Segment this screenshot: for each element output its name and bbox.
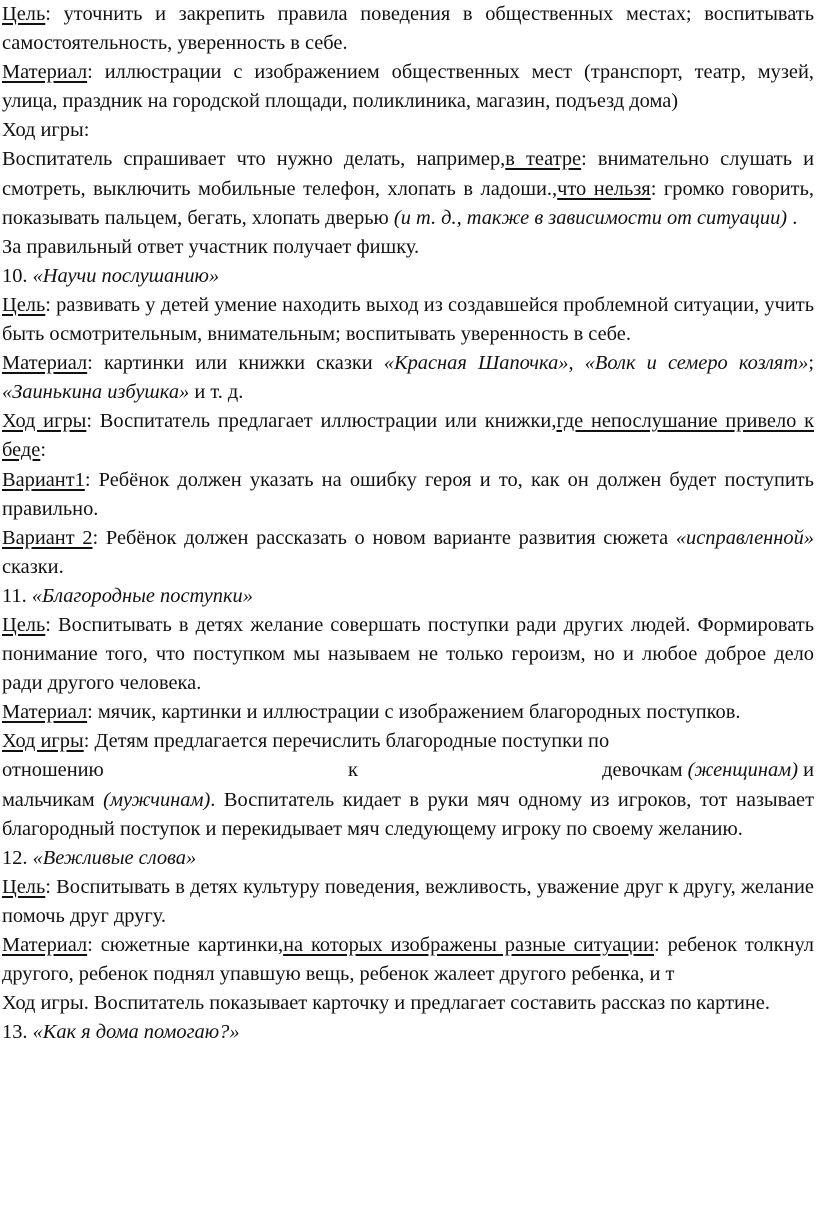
procedure-paragraph-12: Ход игры. Воспитатель показывает карточку и предлагает составить рассказ по картине. [2,992,770,1015]
game-title: «Благородные поступки» [31,584,253,607]
variant-text: : Ребёнок должен рассказать о новом варианте развития сюжета [92,526,676,549]
fairy-tale-title: «Заинькина избушка» [2,381,190,404]
procedure-underlined: где непослушание привело к беде [2,410,814,462]
procedure-word-group [602,756,814,785]
procedure-paragraph-1 [2,145,814,232]
game-number: 12. [2,846,33,869]
goal-paragraph-11 [2,611,814,698]
procedure-underlined: что нельзя [557,177,651,200]
procedure-text: : Детям предлагается перечислить благородные поступки по [83,730,610,753]
material-text: , [568,352,585,375]
procedure-text: . Воспитатель кидает в руки мяч одному из игроков, тот называет благородный поступок и перекидывает мяч следующему игроку по своему желанию. [2,788,814,840]
procedure-text: мальчикам [2,788,104,811]
material-label: Материал [2,352,88,375]
procedure-text: : внимательно слушать и смотреть, выключить мобильные телефон, хлопать в ладоши., [2,148,814,200]
procedure-text: : громко говорить, показывать пальцем, бегать, хлопать дверью [2,177,814,229]
material-paragraph-11 [2,698,814,727]
game-13-heading [2,1018,814,1047]
material-label: Материал [2,701,88,724]
goal-label: Цель [2,613,46,636]
variant-text: сказки. [2,555,64,578]
fairy-tale-title: «Волк и семеро козлят» [584,352,809,375]
material-text: : ребенок толкнул другого, ребенок поднял упавшую вещь, ребенок жалеет другого ребенка, и т [2,934,814,986]
procedure-line [2,786,814,844]
material-label: Материал [2,61,88,84]
procedure-paragraph-11 [2,727,814,843]
goal-label: Цель [2,3,46,25]
goal-paragraph-12 [2,873,814,931]
procedure-word: и [797,759,814,782]
procedure-paragraph-10 [2,407,814,465]
material-paragraph-12 [2,931,814,989]
goal-label: Цель [2,875,46,898]
material-text: и т. д. [189,381,244,404]
procedure-italic: (и т. д., также в зависимости от ситуации) [393,206,788,229]
procedure-text: Воспитатель спрашивает что нужно делать, например, [2,148,506,171]
goal-text: : развивать у детей умение находить выход из создавшейся проблемной ситуации, учить быть осмотрительным, внимательным; воспитывать уверенность в себе. [2,293,814,346]
material-text: ; [808,352,814,375]
procedure-underlined: в театре [505,148,582,171]
material-paragraph-10 [2,349,814,407]
game-procedure-heading: Ход игры: [2,119,90,142]
goal-text: : Воспитывать в детях желание совершать поступки ради других людей. Формировать понимание того, что поступком мы называем не только героизм, но и любое доброе дело ради другого человека. [2,613,814,695]
game-12-heading [2,844,814,873]
procedure-word: отношению [2,759,104,782]
fairy-tale-title: «Красная Шапочка» [383,352,569,375]
reward-paragraph: За правильный ответ участник получает фишку. [2,235,420,258]
material-paragraph-1 [2,58,814,116]
game-number: 10. [2,264,33,287]
goal-paragraph-1 [2,0,814,58]
game-number: 11. [2,584,32,607]
material-underlined: на которых изображены разные ситуации [283,934,654,956]
game-11-heading [2,582,814,611]
variant-1-paragraph [2,466,814,524]
procedure-text: : [40,439,46,462]
material-text: : иллюстрации с изображением общественных мест (транспорт, театр, музей, улица, праздник на городской площади, поликлиника, магазин, подъезд дома) [2,61,814,113]
game-title: «Вежливые слова» [32,846,197,869]
procedure-word: к [347,759,358,782]
goal-paragraph-10 [2,291,814,349]
procedure-line [2,727,814,756]
variant-text: : Ребёнок должен указать на ошибку героя и то, как он должен будет поступить правильно. [2,468,814,520]
procedure-spread-line [2,756,814,785]
procedure-word: девочкам [602,759,688,782]
procedure-italic: (мужчинам) [103,788,211,811]
game-title: «Научи послушанию» [32,264,220,287]
material-text: : сюжетные картинки, [87,934,284,956]
variant-2-paragraph [2,524,814,582]
game-number: 13. [2,1021,33,1044]
game-10-heading [2,262,814,291]
variant-label: Вариант1 [2,468,85,491]
procedure-text: : Воспитатель предлагает иллюстрации или книжки, [86,410,557,433]
variant-label: Вариант 2 [2,526,93,549]
procedure-label: Ход игры [2,730,84,753]
procedure-label: Ход игры [2,410,87,433]
goal-label: Цель [2,293,46,316]
goal-text: : уточнить и закрепить правила поведения в общественных местах; воспитывать самостоятельность, уверенность в себе. [2,3,814,55]
procedure-text: . [787,206,798,229]
game-title: «Как я дома помогаю?» [32,1021,240,1044]
goal-text: : Воспитывать в детях культуру поведения, вежливость, уважение друг к другу, желание помочь друг другу. [2,875,814,927]
variant-italic: «исправленной» [675,526,815,549]
material-label: Материал [2,934,88,956]
procedure-italic: (женщинам) [687,759,798,782]
material-text: : картинки или книжки сказки [87,352,384,375]
material-text: : мячик, картинки и иллюстрации с изображением благородных поступков. [87,701,741,724]
